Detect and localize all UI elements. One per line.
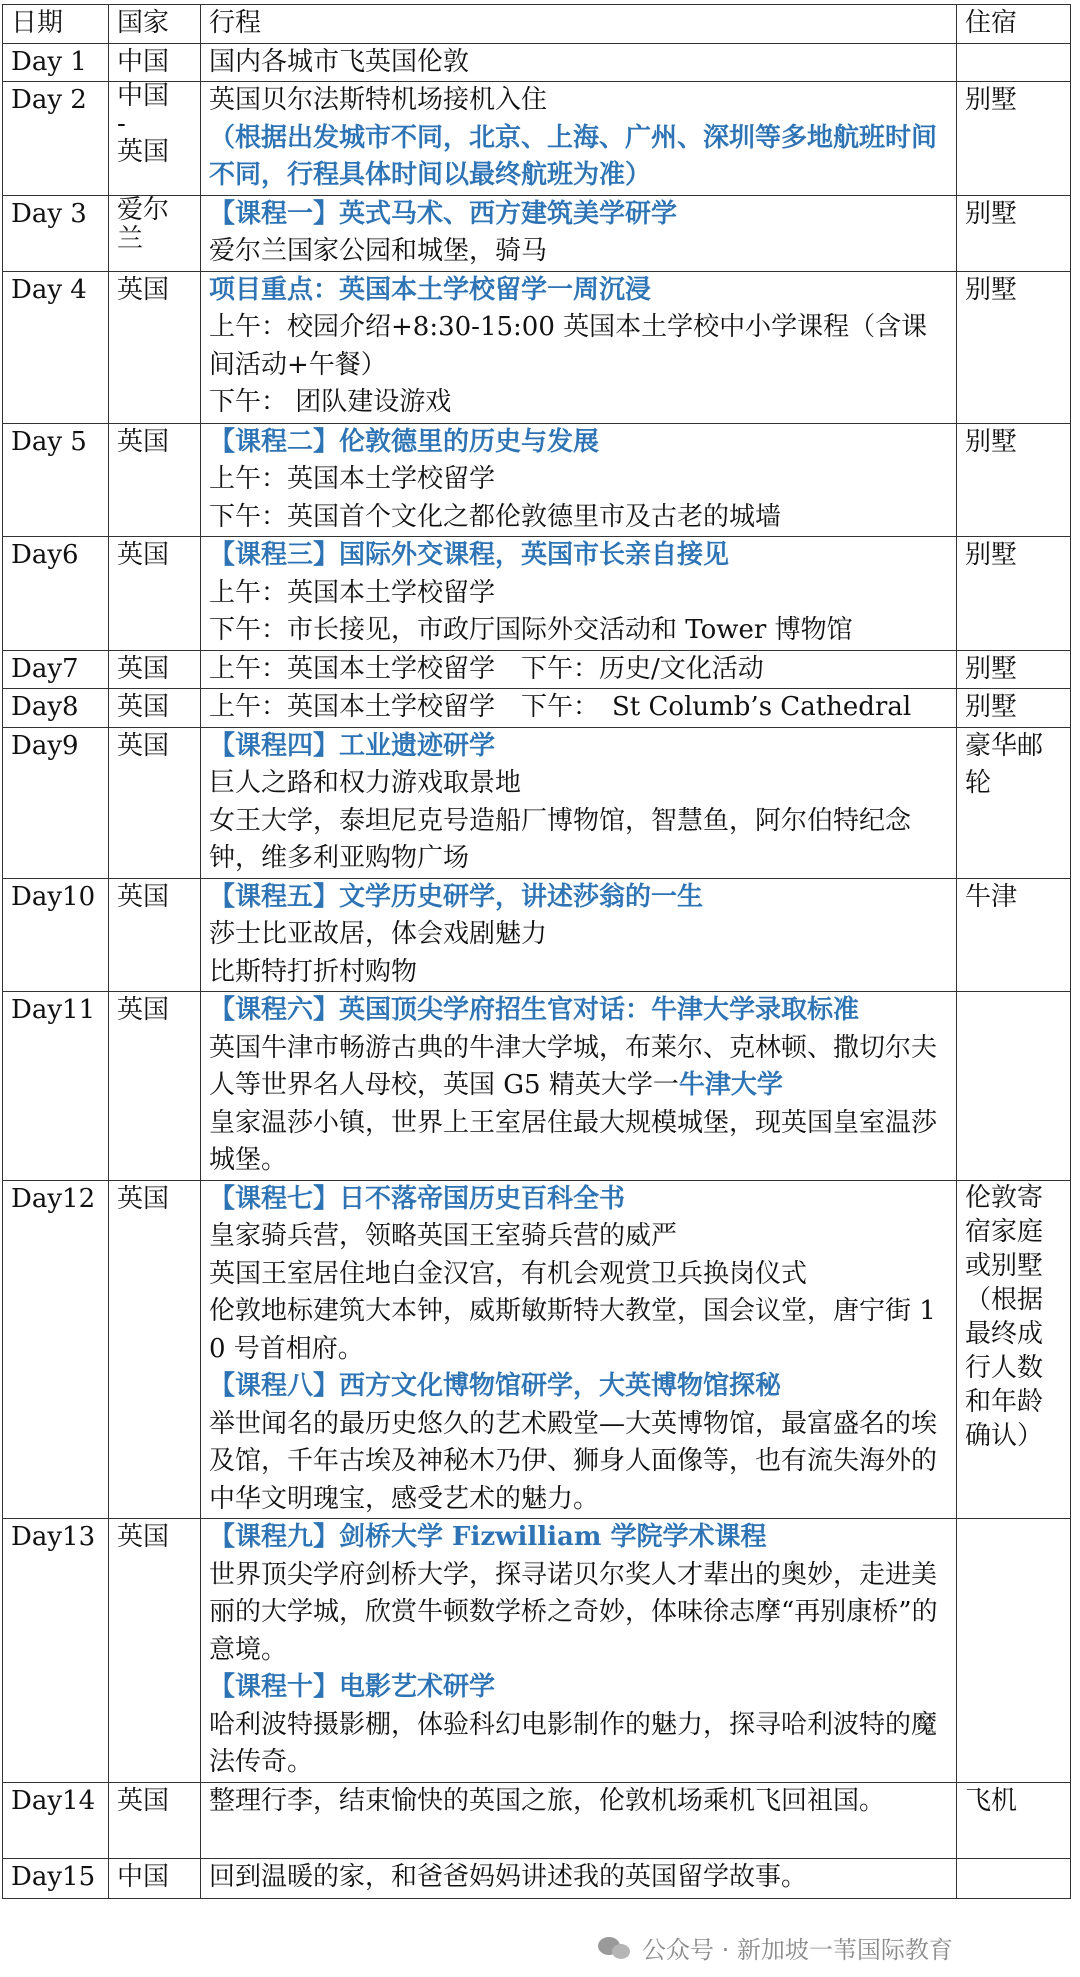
country-cell: 中国 (109, 43, 201, 82)
table-row (3, 271, 1071, 423)
country-cell: 英国 (109, 650, 201, 689)
plan-line: 世界顶尖学府剑桥大学，探寻诺贝尔奖人才辈出的奥妙，走进美丽的大学城，欣赏牛顿数学桥之奇妙，体味徐志摩“再别康桥”的意境。 (209, 1559, 938, 1665)
plan-line: 整理行李，结束愉快的英国之旅，伦敦机场乘机飞回祖国。 (209, 1785, 886, 1816)
header-row (3, 5, 1071, 44)
plan-line: 巨人之路和权力游戏取景地 (209, 768, 522, 798)
stay-cell (957, 43, 1071, 82)
country-text: 中国 - 英国 (117, 81, 170, 167)
country-cell: 英国 (109, 423, 201, 537)
header-date: 日期 (3, 5, 109, 44)
day-cell: Day13 (3, 1519, 109, 1783)
table-row (3, 423, 1071, 537)
plan-cell (201, 727, 957, 878)
stay-cell: 牛津 (957, 878, 1071, 992)
plan-line: 英国贝尔法斯特机场接机入住 (209, 85, 548, 115)
table-row (3, 43, 1071, 82)
table-row (3, 1180, 1071, 1519)
header-plan: 行程 (201, 5, 957, 44)
day-cell: Day 5 (3, 423, 109, 537)
course-title: 【课程四】工业遗迹研学 (209, 730, 496, 761)
plan-line: 下午： 团队建设游戏 (209, 387, 452, 417)
country-cell: 英国 (109, 1782, 201, 1858)
wechat-watermark (598, 1930, 953, 1965)
course-title: 项目重点：英国本土学校留学一周沉浸 (209, 274, 652, 305)
country-cell (109, 82, 201, 196)
plan-line: 举世闻名的最历史悠久的艺术殿堂—大英博物馆，最富盛名的埃及馆，千年古埃及神秘木乃伊、狮身人面像等，也有流失海外的中华文明瑰宝，感受艺术的魅力。 (209, 1408, 938, 1514)
day-cell: Day9 (3, 727, 109, 878)
table-row (3, 1858, 1071, 1898)
stay-cell: 豪华邮轮 (957, 727, 1071, 878)
stay-cell: 别墅 (957, 537, 1071, 651)
header-stay: 住宿 (957, 5, 1071, 44)
table-row (3, 82, 1071, 196)
plan-line: 皇家温莎小镇，世界上王室居住最大规模城堡，现英国皇室温莎城堡。 (209, 1107, 938, 1175)
plan-cell (201, 271, 957, 423)
plan-cell (201, 992, 957, 1181)
stay-cell: 别墅 (957, 82, 1071, 196)
plan-line: 上午：校园介绍+8:30-15:00 英国本土学校中小学课程（含课间活动+午餐） (209, 312, 928, 380)
country-cell: 英国 (109, 537, 201, 651)
day-cell: Day15 (3, 1858, 109, 1898)
plan-cell (201, 537, 957, 651)
plan-line: 下午：市长接见，市政厅国际外交活动和 Tower 博物馆 (209, 615, 853, 645)
country-cell: 英国 (109, 1519, 201, 1783)
course-title: 【课程七】日不落帝国历史百科全书 (209, 1183, 626, 1214)
country-cell: 英国 (109, 689, 201, 728)
table-row (3, 878, 1071, 992)
table-row (3, 1519, 1071, 1783)
plan-line: 上午：英国本土学校留学 下午： St Columb’s Cathedral (209, 692, 912, 722)
table-row (3, 727, 1071, 878)
country-cell: 英国 (109, 1180, 201, 1519)
day-cell: Day 4 (3, 271, 109, 423)
day-cell: Day 1 (3, 43, 109, 82)
plan-line (209, 1030, 948, 1105)
table-row (3, 992, 1071, 1181)
course-title: 【课程八】西方文化博物馆研学，大英博物馆探秘 (209, 1371, 782, 1401)
university-highlight: 牛津大学 (678, 1070, 783, 1100)
plan-cell (201, 195, 957, 271)
stay-cell: 飞机 (957, 1782, 1071, 1858)
plan-line: 上午：英国本土学校留学 (209, 464, 496, 494)
country-cell: 英国 (109, 992, 201, 1181)
plan-line: 爱尔兰国家公园和城堡，骑马 (209, 236, 548, 266)
plan-cell (201, 878, 957, 992)
plan-line: 比斯特打折村购物 (209, 956, 418, 987)
day-cell: Day8 (3, 689, 109, 728)
stay-cell: 别墅 (957, 195, 1071, 271)
course-title: 【课程十】电影艺术研学 (209, 1672, 496, 1702)
stay-cell: 别墅 (957, 650, 1071, 689)
course-title: 【课程一】英式马术、西方建筑美学研学 (209, 198, 678, 229)
plan-cell (201, 43, 957, 82)
plan-line: 女王大学，泰坦尼克号造船厂博物馆，智慧鱼，阿尔伯特纪念钟，维多利亚购物广场 (209, 805, 912, 873)
highlight-note: （根据出发城市不同，北京、上海、广州、深圳等多地航班时间不同，行程具体时间以最终航班为准） (209, 122, 938, 190)
header-country: 国家 (109, 5, 201, 44)
course-title: 【课程五】文学历史研学，讲述莎翁的一生 (209, 881, 704, 912)
country-cell: 爱尔兰 (109, 195, 201, 271)
day-cell: Day10 (3, 878, 109, 992)
plan-line: 国内各城市飞英国伦敦 (209, 46, 470, 77)
plan-cell (201, 1180, 957, 1519)
country-cell: 中国 (109, 1858, 201, 1898)
day-cell: Day6 (3, 537, 109, 651)
course-title: 【课程三】国际外交课程，英国市长亲自接见 (209, 540, 730, 570)
table-row (3, 195, 1071, 271)
day-cell: Day12 (3, 1180, 109, 1519)
plan-cell (201, 689, 957, 728)
plan-line: 下午：英国首个文化之都伦敦德里市及古老的城墙 (209, 501, 782, 532)
table-row (3, 689, 1071, 728)
day-cell: Day11 (3, 992, 109, 1181)
stay-cell (957, 992, 1071, 1181)
plan-line: 莎士比亚故居，体会戏剧魅力 (209, 919, 548, 949)
day-cell: Day 3 (3, 195, 109, 271)
itinerary-table (2, 4, 1071, 1899)
plan-line: 回到温暖的家，和爸爸妈妈讲述我的英国留学故事。 (209, 1861, 808, 1892)
stay-cell (957, 1858, 1071, 1898)
table-row (3, 650, 1071, 689)
plan-line: 上午：英国本土学校留学 (209, 577, 496, 608)
watermark-text: 公众号 · 新加坡一苇国际教育 (642, 1936, 953, 1964)
plan-text: 英国牛津市畅游古典的牛津大学城，布莱尔、克林顿、撒切尔夫人等世界名人母校，英国 G5 精英大学一 (209, 1032, 938, 1100)
stay-cell: 伦敦寄宿家庭或别墅（根据最终成行人数和年龄确认） (957, 1180, 1071, 1519)
wechat-icon (598, 1935, 632, 1961)
day-cell: Day7 (3, 650, 109, 689)
stay-cell: 别墅 (957, 423, 1071, 537)
plan-cell (201, 82, 957, 196)
country-cell: 英国 (109, 727, 201, 878)
plan-line: 哈利波特摄影棚，体验科幻电影制作的魅力，探寻哈利波特的魔法传奇。 (209, 1709, 938, 1777)
stay-cell: 别墅 (957, 689, 1071, 728)
plan-cell (201, 1782, 957, 1858)
plan-line: 上午：英国本土学校留学 下午：历史/文化活动 (209, 653, 764, 684)
table-row (3, 1782, 1071, 1858)
course-title: 【课程二】伦敦德里的历史与发展 (209, 426, 600, 457)
plan-cell (201, 1858, 957, 1898)
plan-cell (201, 423, 957, 537)
plan-line: 皇家骑兵营，领略英国王室骑兵营的威严 (209, 1221, 678, 1251)
table-row (3, 537, 1071, 651)
course-title: 【课程六】英国顶尖学府招生官对话：牛津大学录取标准 (209, 995, 860, 1025)
country-cell: 英国 (109, 271, 201, 423)
plan-cell (201, 650, 957, 689)
day-cell: Day 2 (3, 82, 109, 196)
country-cell: 英国 (109, 878, 201, 992)
plan-cell (201, 1519, 957, 1783)
day-cell: Day14 (3, 1782, 109, 1858)
plan-line: 英国王室居住地白金汉宫，有机会观赏卫兵换岗仪式 (209, 1258, 808, 1289)
course-title: 【课程九】剑桥大学 Fizwilliam 学院学术课程 (209, 1522, 767, 1552)
stay-cell (957, 1519, 1071, 1783)
stay-cell: 别墅 (957, 271, 1071, 423)
plan-line: 伦敦地标建筑大本钟，威斯敏斯特大教堂，国会议堂，唐宁街 10 号首相府。 (209, 1296, 936, 1364)
